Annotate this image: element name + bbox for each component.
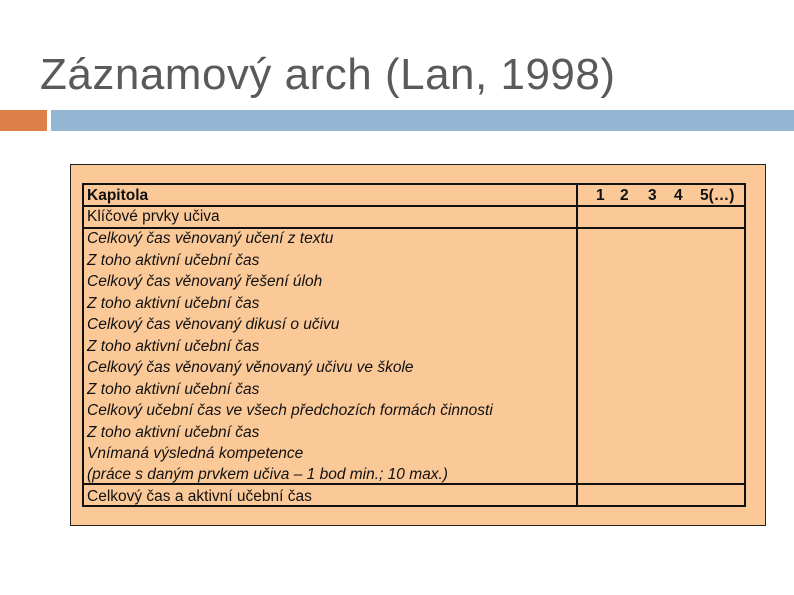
row-divider <box>84 227 744 229</box>
row-label-total: Celkový čas a aktivní učební čas <box>87 488 312 505</box>
row-label: Celkový učební čas ve všech předchozích formách činnosti <box>87 402 493 419</box>
chapter-number: 4 <box>674 187 683 204</box>
record-sheet-table <box>82 183 746 507</box>
row-label: Celkový čas věnovaný dikusí o učivu <box>87 316 340 333</box>
row-divider <box>84 483 744 485</box>
row-divider <box>84 205 744 207</box>
chapter-number: 2 <box>620 187 629 204</box>
row-label: Z toho aktivní učební čas <box>87 380 260 398</box>
row-label: (práce s daným prvkem učiva – 1 bod min.; 10 max.) <box>87 466 448 483</box>
row-label: Z toho aktivní učební čas <box>87 423 260 441</box>
accent-bar-orange <box>0 110 47 131</box>
row-label: Z toho aktivní učební čas <box>87 294 260 312</box>
accent-bar-blue <box>51 110 794 131</box>
record-sheet-panel <box>70 164 766 526</box>
row-label: Vnímaná výsledná kompetence <box>87 445 304 462</box>
row-labels-column <box>84 185 576 505</box>
chapter-number: 1 <box>596 187 605 204</box>
chapter-number-header <box>578 185 744 206</box>
row-label: Celkový čas věnovaný učení z textu <box>87 230 334 247</box>
row-label: Celkový čas věnovaný věnovaný učivu ve škole <box>87 359 414 376</box>
chapter-number: 5(…) <box>700 187 735 204</box>
row-label: Celkový čas věnovaný řešení úloh <box>87 273 323 290</box>
chapter-number: 3 <box>648 187 657 204</box>
row-label-key-elements: Klíčové prvky učiva <box>87 208 220 225</box>
header-label: Kapitola <box>87 187 149 204</box>
chapter-columns <box>576 185 744 505</box>
row-label: Z toho aktivní učební čas <box>87 251 260 269</box>
row-label: Z toho aktivní učební čas <box>87 337 260 355</box>
slide-title: Záznamový arch (Lan, 1998) <box>40 50 616 99</box>
